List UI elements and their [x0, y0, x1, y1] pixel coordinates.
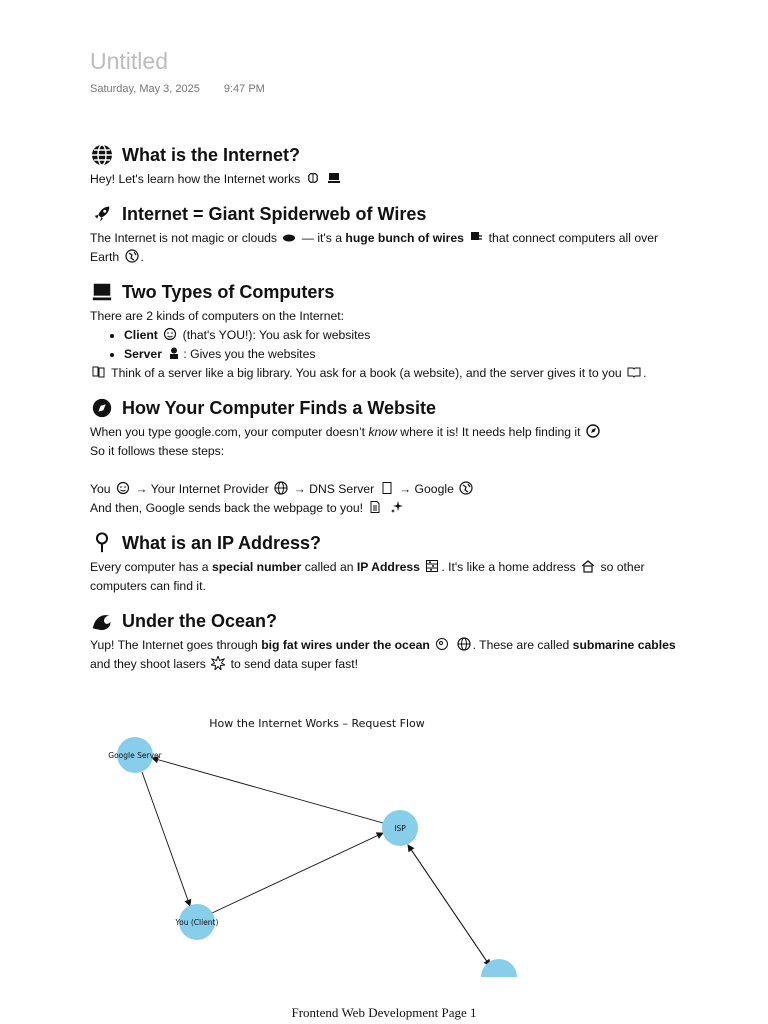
heading-two-types: Two Types of Computers — [90, 277, 690, 307]
globe-icon — [90, 143, 114, 167]
cable-icon — [469, 230, 483, 244]
paragraph: The Internet is not magic or clouds — it's a huge bunch of wires that connect computers all over Earth . — [90, 231, 659, 264]
diagram-title: How the Internet Works – Request Flow — [209, 717, 425, 730]
heading-spiderweb: Internet = Giant Spiderweb of Wires — [90, 199, 690, 229]
note-body[interactable] — [90, 140, 690, 674]
computer-icon — [90, 280, 114, 304]
edge-dns-to-isp — [408, 845, 490, 966]
heading-what-is-internet: What is the Internet? — [90, 140, 690, 170]
note-time: 9:47 PM — [223, 83, 265, 95]
section-computers — [90, 277, 690, 383]
face-icon — [163, 327, 177, 341]
pin-icon — [90, 531, 114, 555]
earth-icon — [459, 481, 473, 495]
paragraph: Yup! The Internet goes through big fat wires under the ocean . These are called submarine cables and they shoot lasers to send data super fast! — [90, 638, 676, 671]
brain-icon — [306, 171, 320, 185]
technologist-icon — [167, 346, 181, 360]
node-label-client: You (Client) — [175, 918, 219, 927]
section-finds-website — [90, 393, 690, 518]
sparkles-icon — [390, 500, 404, 514]
books-icon — [92, 365, 106, 379]
flow-line: You → Your Internet Provider → DNS Server → Google — [90, 480, 690, 499]
computer-types-list — [90, 326, 690, 364]
page-footer: Frontend Web Development Page 1 — [291, 1005, 477, 1020]
section-ocean — [90, 606, 690, 674]
rocket-icon — [90, 202, 114, 226]
section-ip — [90, 528, 690, 596]
paragraph: When you type google.com, your computer doesn’t know where it is! It needs help finding it — [90, 423, 690, 442]
node-label-isp: ISP — [394, 824, 406, 833]
file-icon — [380, 481, 394, 495]
heading-ip-address: What is an IP Address? — [90, 528, 690, 558]
note-title[interactable]: Untitled — [90, 48, 168, 74]
paragraph: Every computer has a special number called an IP Address . It's like a home address so other computers can find it. — [90, 560, 645, 593]
burst-icon — [211, 656, 225, 670]
list-item: • Server : Gives you the websites — [124, 345, 690, 364]
paragraph: So it follows these steps: — [90, 444, 225, 458]
globe-small-icon — [457, 637, 471, 651]
cloud-icon — [282, 230, 296, 244]
request-flow-diagram — [90, 710, 540, 980]
page-icon — [368, 500, 382, 514]
earth-icon — [125, 249, 139, 263]
list-item: • Client (that's YOU!): You ask for websites — [124, 326, 690, 345]
note-date: Saturday, May 3, 2025 — [90, 83, 200, 95]
open-book-icon — [627, 365, 641, 379]
compass-small-icon — [586, 424, 600, 438]
globe-small-icon — [274, 481, 288, 495]
house-icon — [581, 559, 595, 573]
compass-icon — [90, 396, 114, 420]
paragraph: Hey! Let's learn how the Internet works — [90, 170, 690, 189]
edge-google-to-client — [142, 772, 190, 906]
wave-icon — [90, 609, 114, 633]
section-spiderweb — [90, 199, 690, 267]
edge-client-to-isp — [212, 833, 383, 913]
laptop-icon — [327, 171, 341, 185]
bubbles-icon — [435, 637, 449, 651]
heading-under-ocean: Under the Ocean? — [90, 606, 690, 636]
abacus-icon — [425, 559, 439, 573]
node-dns — [481, 959, 517, 980]
edge-isp-to-google — [152, 758, 383, 823]
paragraph: Think of a server like a big library. You ask for a book (a website), and the server gives it to you . — [90, 364, 690, 383]
node-label-google: Google Server — [108, 751, 162, 760]
paragraph: There are 2 kinds of computers on the Internet: — [90, 309, 345, 323]
note-timestamp — [90, 83, 265, 95]
paragraph: And then, Google sends back the webpage to you! — [90, 499, 690, 518]
section-internet — [90, 140, 690, 189]
heading-finds-website: How Your Computer Finds a Website — [90, 393, 690, 423]
face-icon — [116, 481, 130, 495]
